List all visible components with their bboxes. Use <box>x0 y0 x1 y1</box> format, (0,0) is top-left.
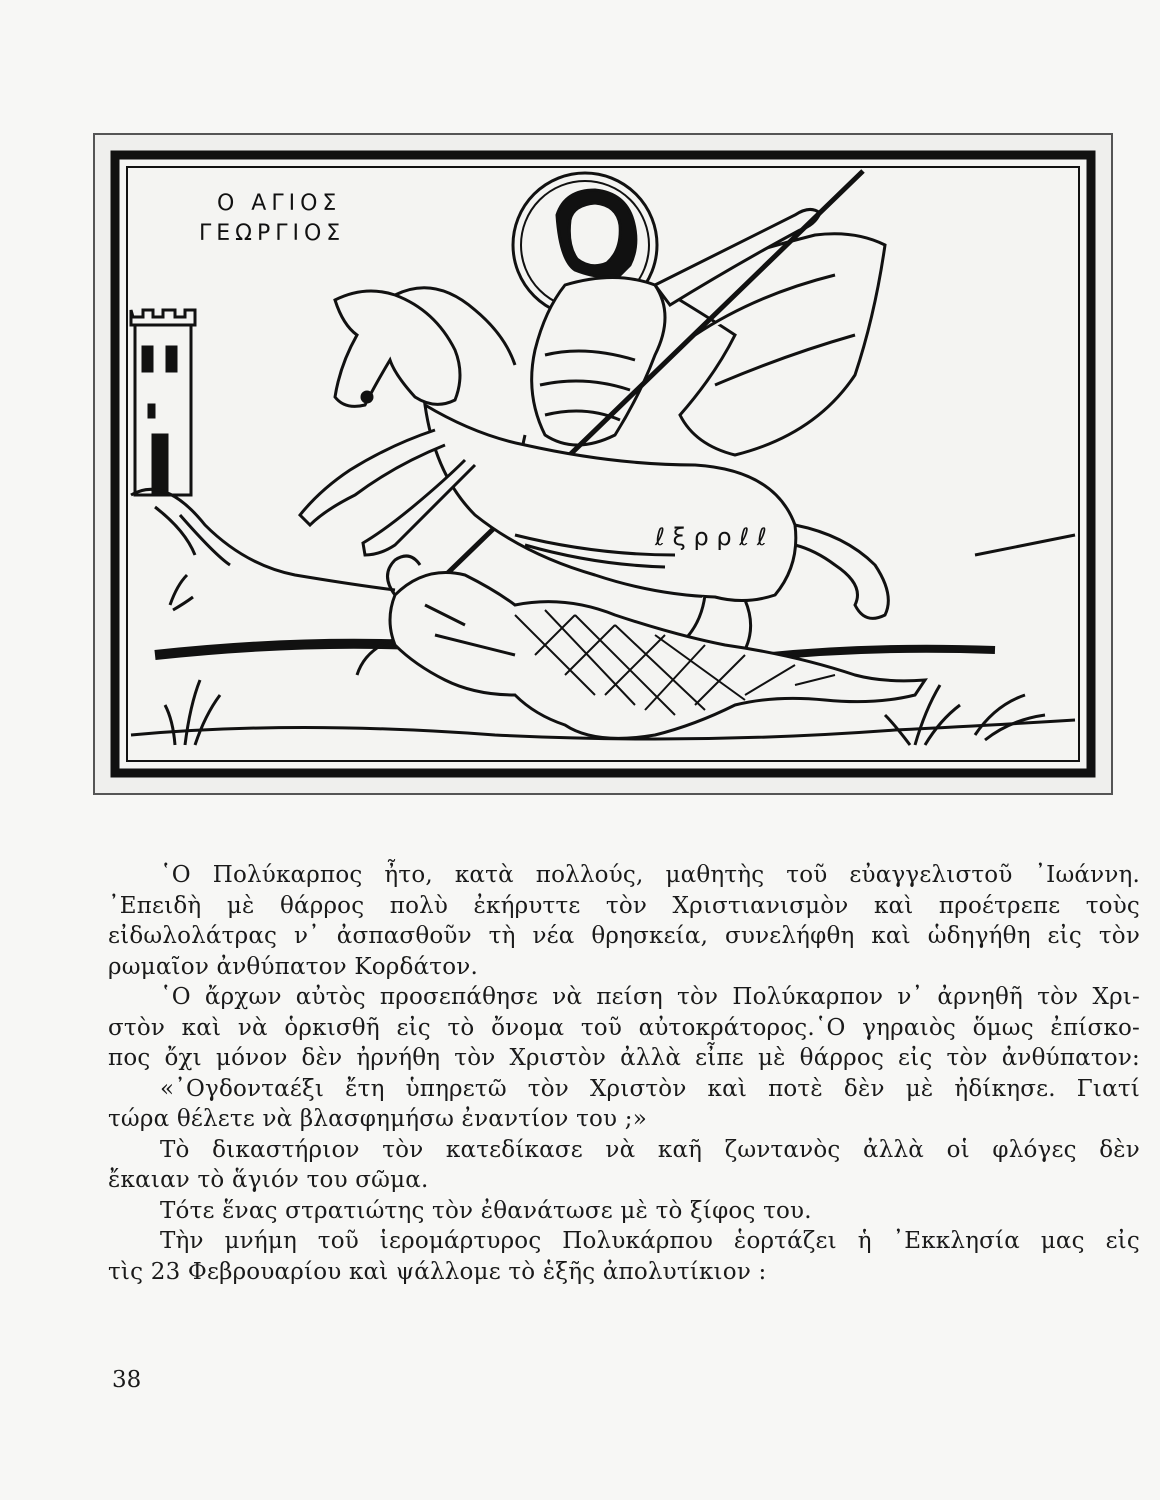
text-line: ἔκαιαν τὸ ἅγιόν του σῶμα. <box>108 1167 429 1193</box>
inscription-line-2: ΓΕΩΡΓΙΟΣ <box>199 221 346 246</box>
body-text <box>108 860 1140 1287</box>
text-line: ῾Ο ἄρχων αὐτὸς προσεπάθησε νὰ πείση τὸν Πολύκαρπον ν᾿ ἀρνηθῆ τὸν Χρι- <box>160 984 1140 1010</box>
icon-drawing <box>95 135 1111 793</box>
paragraph-3 <box>108 1074 1140 1135</box>
inscription-line-1: Ο ΑΓΙΟΣ <box>217 191 342 216</box>
saddle-ornament: ℓ ξ ρ ρ ℓ ℓ <box>655 523 767 551</box>
text-line: Τότε ἕνας στρατιώτης τὸν ἐθανάτωσε μὲ τὸ ξίφος του. <box>160 1197 812 1224</box>
text-line: πος ὄχι μόνον δὲν ἠρνήθη τὸν Χριστὸν ἀλλὰ εἶπε μὲ θάρρος εἰς τὸν ἀνθύπατον: <box>108 1045 1140 1071</box>
text-line: Τὴν μνήμη τοῦ ἱερομάρτυρος Πολυκάρπου ἑορτάζει ἡ ᾿Εκκλησία μας εἰς <box>160 1228 1140 1254</box>
paragraph-5 <box>108 1196 1140 1227</box>
paragraph-1 <box>108 860 1140 982</box>
text-line: ρωμαῖον ἀνθύπατον Κορδάτον. <box>108 953 478 980</box>
text-line: Τὸ δικαστήριον τὸν κατεδίκασε νὰ καῆ ζωντανὸς ἀλλὰ οἱ φλόγες δὲν <box>160 1136 1140 1163</box>
paragraph-4 <box>108 1135 1140 1196</box>
st-george-illustration <box>93 133 1113 795</box>
text-line: τώρα θέλετε νὰ βλασφημήσω ἐναντίον του ;» <box>108 1106 647 1132</box>
paragraph-2 <box>108 982 1140 1074</box>
page-number: 38 <box>112 1367 142 1393</box>
text-line: στὸν καὶ νὰ ὁρκισθῆ εἰς τὸ ὄνομα τοῦ αὐτοκράτορος.῾Ο γηραιὸς ὅμως ἐπίσκο- <box>108 1014 1140 1041</box>
text-line: εἰδωλολάτρας ν᾿ ἀσπασθοῦν τὴ νέα θρησκεία, συνελήφθη καὶ ὡδηγήθη εἰς τὸν <box>108 923 1140 949</box>
tower-icon <box>131 310 195 495</box>
paragraph-6 <box>108 1226 1140 1287</box>
text-line: ῾Ο Πολύκαρπος ἦτο, κατὰ πολλούς, μαθητὴς τοῦ εὐαγγελιστοῦ ᾿Ιωάννη. <box>160 862 1140 888</box>
text-line: ᾿Επειδὴ μὲ θάρρος πολὺ ἐκήρυττε τὸν Χριστιανισμὸν καὶ προέτρεπε τοὺς <box>108 892 1140 919</box>
text-line: «᾿Ογδονταέξι ἔτη ὑπηρετῶ τὸν Χριστὸν καὶ ποτὲ δὲν μὲ ἠδίκησε. Γιατί <box>160 1075 1140 1102</box>
text-line: τὶς 23 Φεβρουαρίου καὶ ψάλλομε τὸ ἑξῆς ἀπολυτίκιον : <box>108 1258 767 1285</box>
